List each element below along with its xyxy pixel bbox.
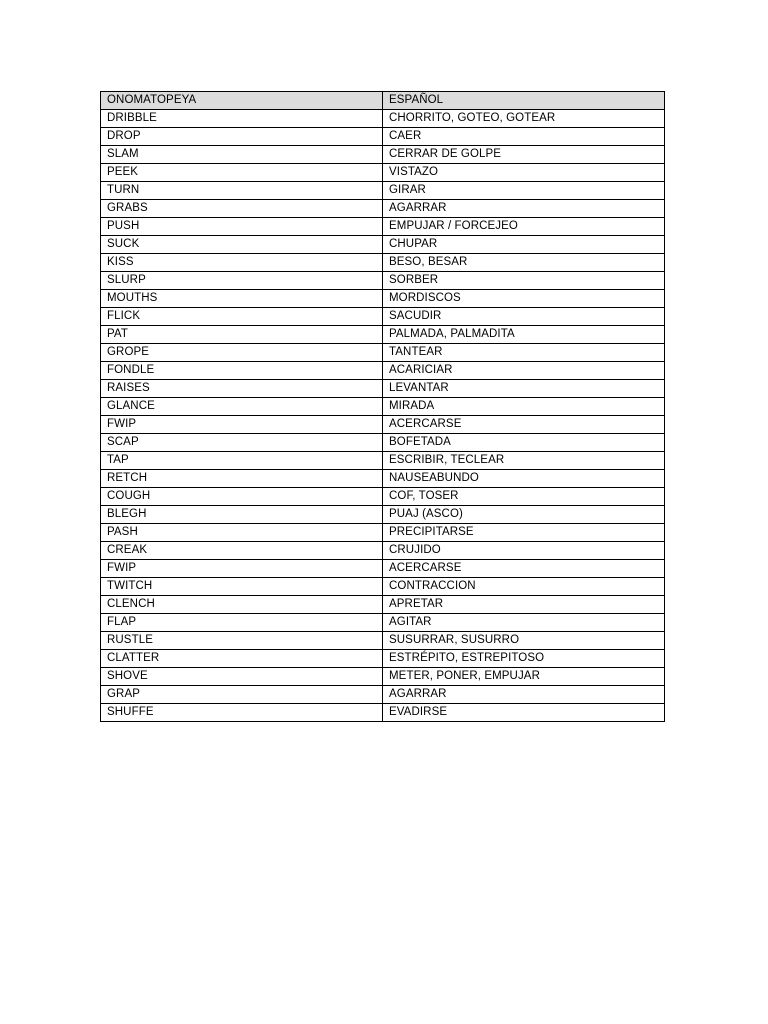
spanish-cell: ACARICIAR xyxy=(383,362,665,380)
spanish-cell: ACERCARSE xyxy=(383,560,665,578)
table-row xyxy=(101,344,665,362)
header-row xyxy=(101,92,665,110)
onomatopoeia-cell: RUSTLE xyxy=(101,632,383,650)
onomatopoeia-cell: TURN xyxy=(101,182,383,200)
table-row xyxy=(101,506,665,524)
spanish-cell: EMPUJAR / FORCEJEO xyxy=(383,218,665,236)
onomatopoeia-cell: SLURP xyxy=(101,272,383,290)
table-row xyxy=(101,110,665,128)
spanish-cell: CHUPAR xyxy=(383,236,665,254)
onomatopoeia-cell: MOUTHS xyxy=(101,290,383,308)
onomatopoeia-cell: BLEGH xyxy=(101,506,383,524)
onomatopoeia-cell: SLAM xyxy=(101,146,383,164)
table-row xyxy=(101,452,665,470)
vocabulary-table xyxy=(100,91,665,722)
table-row xyxy=(101,290,665,308)
spanish-cell: APRETAR xyxy=(383,596,665,614)
table-row xyxy=(101,218,665,236)
table-row xyxy=(101,650,665,668)
spanish-cell: AGARRAR xyxy=(383,686,665,704)
spanish-cell: MIRADA xyxy=(383,398,665,416)
onomatopoeia-cell: FONDLE xyxy=(101,362,383,380)
spanish-cell: TANTEAR xyxy=(383,344,665,362)
table-row xyxy=(101,164,665,182)
table-row xyxy=(101,254,665,272)
onomatopoeia-cell: CLATTER xyxy=(101,650,383,668)
spanish-cell: PRECIPITARSE xyxy=(383,524,665,542)
onomatopoeia-cell: GLANCE xyxy=(101,398,383,416)
table-row xyxy=(101,560,665,578)
table-row xyxy=(101,326,665,344)
table-row xyxy=(101,146,665,164)
table-row xyxy=(101,398,665,416)
onomatopoeia-cell: KISS xyxy=(101,254,383,272)
spanish-cell: EVADIRSE xyxy=(383,704,665,722)
onomatopoeia-cell: FWIP xyxy=(101,560,383,578)
onomatopoeia-cell: DRIBBLE xyxy=(101,110,383,128)
spanish-cell: AGITAR xyxy=(383,614,665,632)
table-row xyxy=(101,470,665,488)
spanish-cell: CONTRACCION xyxy=(383,578,665,596)
table-header xyxy=(101,92,665,110)
table-row xyxy=(101,668,665,686)
table-row xyxy=(101,182,665,200)
spanish-cell: AGARRAR xyxy=(383,200,665,218)
onomatopoeia-cell: GRABS xyxy=(101,200,383,218)
onomatopoeia-cell: GROPE xyxy=(101,344,383,362)
header-onomatopoeia: ONOMATOPEYA xyxy=(101,92,383,110)
onomatopoeia-cell: FLAP xyxy=(101,614,383,632)
table-row xyxy=(101,524,665,542)
spanish-cell: NAUSEABUNDO xyxy=(383,470,665,488)
spanish-cell: BOFETADA xyxy=(383,434,665,452)
spanish-cell: SUSURRAR, SUSURRO xyxy=(383,632,665,650)
spanish-cell: MORDISCOS xyxy=(383,290,665,308)
table-row xyxy=(101,686,665,704)
onomatopoeia-cell: CREAK xyxy=(101,542,383,560)
spanish-cell: ESCRIBIR, TECLEAR xyxy=(383,452,665,470)
onomatopoeia-cell: SHUFFE xyxy=(101,704,383,722)
spanish-cell: GIRAR xyxy=(383,182,665,200)
spanish-cell: ACERCARSE xyxy=(383,416,665,434)
onomatopoeia-cell: TWITCH xyxy=(101,578,383,596)
table-row xyxy=(101,272,665,290)
table-row xyxy=(101,632,665,650)
table-row xyxy=(101,380,665,398)
spanish-cell: BESO, BESAR xyxy=(383,254,665,272)
table-body xyxy=(101,110,665,722)
spanish-cell: PALMADA, PALMADITA xyxy=(383,326,665,344)
spanish-cell: ESTRÉPITO, ESTREPITOSO xyxy=(383,650,665,668)
spanish-cell: CHORRITO, GOTEO, GOTEAR xyxy=(383,110,665,128)
onomatopoeia-cell: FWIP xyxy=(101,416,383,434)
onomatopoeia-cell: PAT xyxy=(101,326,383,344)
spanish-cell: SORBER xyxy=(383,272,665,290)
onomatopoeia-cell: PASH xyxy=(101,524,383,542)
onomatopoeia-cell: DROP xyxy=(101,128,383,146)
spanish-cell: VISTAZO xyxy=(383,164,665,182)
onomatopoeia-cell: SHOVE xyxy=(101,668,383,686)
table-row xyxy=(101,416,665,434)
table-row xyxy=(101,308,665,326)
onomatopoeia-cell: SUCK xyxy=(101,236,383,254)
spanish-cell: SACUDIR xyxy=(383,308,665,326)
onomatopoeia-cell: PUSH xyxy=(101,218,383,236)
table-row xyxy=(101,596,665,614)
onomatopoeia-cell: TAP xyxy=(101,452,383,470)
spanish-cell: LEVANTAR xyxy=(383,380,665,398)
onomatopoeia-cell: CLENCH xyxy=(101,596,383,614)
onomatopoeia-cell: SCAP xyxy=(101,434,383,452)
spanish-cell: COF, TOSER xyxy=(383,488,665,506)
table-row xyxy=(101,704,665,722)
table-row xyxy=(101,362,665,380)
spanish-cell: CAER xyxy=(383,128,665,146)
spanish-cell: PUAJ (ASCO) xyxy=(383,506,665,524)
onomatopoeia-cell: FLICK xyxy=(101,308,383,326)
onomatopoeia-cell: PEEK xyxy=(101,164,383,182)
table-row xyxy=(101,542,665,560)
table-row xyxy=(101,614,665,632)
onomatopoeia-cell: COUGH xyxy=(101,488,383,506)
onomatopoeia-cell: RAISES xyxy=(101,380,383,398)
spanish-cell: METER, PONER, EMPUJAR xyxy=(383,668,665,686)
onomatopoeia-cell: RETCH xyxy=(101,470,383,488)
table-row xyxy=(101,128,665,146)
onomatopoeia-cell: GRAP xyxy=(101,686,383,704)
spanish-cell: CERRAR DE GOLPE xyxy=(383,146,665,164)
table-row xyxy=(101,488,665,506)
spanish-cell: CRUJIDO xyxy=(383,542,665,560)
table-row xyxy=(101,434,665,452)
table-row xyxy=(101,578,665,596)
table-row xyxy=(101,236,665,254)
table-row xyxy=(101,200,665,218)
header-spanish: ESPAÑOL xyxy=(383,92,665,110)
